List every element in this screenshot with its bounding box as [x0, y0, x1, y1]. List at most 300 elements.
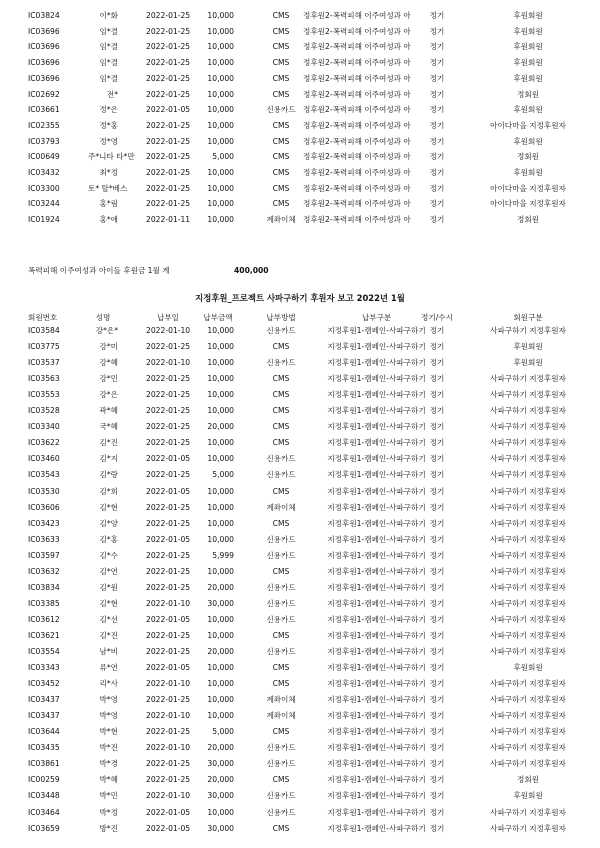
cell-date: 2022-01-25	[146, 73, 191, 83]
cell-member-type: 정회원	[516, 775, 539, 785]
cell-method: CMS	[272, 438, 290, 448]
cell-method: CMS	[272, 342, 290, 352]
cell-member-id: IC03432	[28, 168, 60, 177]
cell-date: 2022-01-25	[146, 342, 191, 352]
cell-member-id: IC03385	[28, 598, 60, 608]
cell-name: 박*진	[99, 743, 118, 753]
cell-date: 2022-01-05	[146, 823, 191, 833]
cell-amount: 5,999	[212, 550, 234, 560]
table-row	[0, 724, 600, 739]
table-row	[0, 8, 600, 23]
cell-type: 지정후원1-캠페인-사파구하기	[327, 374, 426, 384]
cell-name: 정*은	[99, 105, 118, 115]
cell-type: 지정후원1-캠페인-사파구하기	[327, 534, 426, 544]
cell-type: 지정후원1-캠페인-사파구하기	[327, 566, 426, 576]
cell-name: 박*경	[99, 759, 118, 769]
cell-member-id: IC03597	[28, 550, 60, 560]
cell-member-type: 후원회원	[513, 11, 543, 20]
cell-member-type: 후원회원	[513, 105, 543, 115]
cell-name: 리*사	[99, 679, 118, 689]
cell-amount: 10,000	[207, 11, 234, 20]
cell-member-id: IC02355	[28, 120, 60, 130]
cell-member-id: IC03644	[28, 727, 60, 737]
cell-regular: 정기	[429, 502, 445, 512]
cell-member-type: 사파구하기 지정후원자	[490, 759, 566, 769]
cell-regular: 정기	[429, 486, 445, 496]
cell-date: 2022-01-05	[146, 663, 191, 673]
cell-regular: 정기	[429, 374, 445, 384]
cell-regular: 정기	[429, 105, 445, 115]
cell-type: 정후원2-폭력피해 이주여성과 아	[303, 136, 411, 146]
table-row	[0, 484, 600, 499]
cell-date: 2022-01-05	[146, 105, 191, 115]
cell-regular: 정기	[429, 183, 445, 193]
cell-member-id: IC02692	[28, 89, 60, 99]
cell-regular: 정기	[429, 647, 445, 656]
cell-amount: 10,000	[207, 358, 234, 368]
cell-regular: 정기	[429, 136, 445, 146]
cell-member-type: 정회원	[516, 152, 539, 162]
header-regular: 정기/수시	[421, 313, 453, 322]
cell-member-type: 사파구하기 지정후원자	[490, 454, 566, 464]
table-row	[0, 39, 600, 54]
cell-date: 2022-01-25	[146, 438, 191, 448]
cell-name: 곽*혜	[99, 406, 118, 416]
cell-method: CMS	[272, 406, 290, 416]
cell-regular: 정기	[429, 775, 445, 785]
table-row	[0, 387, 600, 402]
cell-date: 2022-01-10	[146, 711, 191, 721]
cell-member-id: IC03437	[28, 695, 60, 705]
cell-type: 정후원2-폭력피해 이주여성과 아	[303, 73, 411, 83]
cell-method: 신용카드	[266, 759, 296, 769]
cell-amount: 5,000	[212, 152, 234, 162]
table-row	[0, 821, 600, 836]
cell-amount: 10,000	[207, 438, 234, 448]
cell-amount: 10,000	[207, 215, 234, 225]
cell-type: 지정후원1-캠페인-사파구하기	[327, 663, 426, 673]
cell-method: 계좌이체	[266, 711, 296, 721]
cell-regular: 정기	[429, 11, 445, 20]
cell-regular: 정기	[429, 89, 445, 99]
cell-member-id: IC03775	[28, 342, 60, 352]
cell-date: 2022-01-25	[146, 566, 191, 576]
cell-name: 방*진	[99, 823, 118, 833]
cell-type: 지정후원1-캠페인-사파구하기	[327, 823, 426, 833]
cell-name: 박*정	[99, 807, 118, 817]
cell-type: 지정후원1-캠페인-사파구하기	[327, 470, 426, 480]
table-row	[0, 740, 600, 755]
cell-type: 지정후원1-캠페인-사파구하기	[327, 358, 426, 368]
cell-date: 2022-01-25	[146, 727, 191, 737]
cell-member-id: IC03448	[28, 791, 60, 801]
cell-amount: 10,000	[207, 614, 234, 624]
header-method: 납부방법	[266, 313, 296, 322]
table-row	[0, 149, 600, 164]
cell-type: 정후원2-폭력피해 이주여성과 아	[303, 183, 411, 193]
cell-regular: 정기	[429, 152, 445, 162]
cell-date: 2022-01-25	[146, 58, 191, 68]
total-amount: 400,000	[234, 266, 269, 275]
cell-method: CMS	[272, 390, 290, 400]
cell-date: 2022-01-25	[146, 120, 191, 130]
cell-method: CMS	[272, 26, 290, 36]
cell-member-type: 사파구하기 지정후원자	[490, 630, 566, 640]
table-row	[0, 87, 600, 102]
cell-type: 지정후원1-캠페인-사파구하기	[327, 390, 426, 400]
cell-name: 박*민	[99, 791, 118, 801]
cell-method: 신용카드	[266, 470, 296, 480]
cell-name: 김*현	[99, 598, 118, 608]
cell-regular: 정기	[429, 663, 445, 673]
cell-member-type: 정회원	[516, 215, 539, 225]
table-row	[0, 708, 600, 723]
cell-member-type: 사파구하기 지정후원자	[490, 582, 566, 592]
cell-regular: 정기	[429, 58, 445, 68]
table-row	[0, 403, 600, 418]
cell-method: 계좌이체	[266, 695, 296, 705]
table-row	[0, 181, 600, 196]
cell-amount: 10,000	[207, 695, 234, 705]
cell-member-type: 사파구하기 지정후원자	[490, 438, 566, 448]
cell-type: 정후원2-폭력피해 이주여성과 아	[303, 168, 411, 177]
cell-member-type: 사파구하기 지정후원자	[490, 807, 566, 817]
cell-name: 이*화	[99, 11, 118, 20]
cell-date: 2022-01-05	[146, 614, 191, 624]
cell-member-type: 아이다마을 지정후원자	[490, 183, 566, 193]
cell-method: 계좌이체	[266, 215, 296, 225]
cell-regular: 정기	[429, 390, 445, 400]
cell-type: 지정후원1-캠페인-사파구하기	[327, 438, 426, 448]
cell-member-id: IC03464	[28, 807, 60, 817]
cell-name: 남*비	[99, 647, 118, 656]
cell-method: 신용카드	[266, 326, 296, 335]
table-row	[0, 772, 600, 787]
cell-amount: 10,000	[207, 454, 234, 464]
cell-date: 2022-01-25	[146, 136, 191, 146]
cell-member-type: 아이다마을 지정후원자	[490, 120, 566, 130]
cell-method: CMS	[272, 823, 290, 833]
cell-member-id: IC03537	[28, 358, 60, 368]
table-row	[0, 419, 600, 434]
cell-method: CMS	[272, 89, 290, 99]
cell-method: CMS	[272, 630, 290, 640]
cell-method: CMS	[272, 168, 290, 177]
cell-method: 신용카드	[266, 550, 296, 560]
cell-date: 2022-01-10	[146, 743, 191, 753]
cell-regular: 정기	[429, 759, 445, 769]
cell-method: 신용카드	[266, 105, 296, 115]
cell-amount: 10,000	[207, 534, 234, 544]
cell-method: 신용카드	[266, 454, 296, 464]
table-row	[0, 564, 600, 579]
cell-amount: 10,000	[207, 390, 234, 400]
cell-date: 2022-01-25	[146, 89, 191, 99]
cell-member-type: 후원회원	[513, 791, 543, 801]
table-row	[0, 355, 600, 370]
cell-name: 국*혜	[99, 422, 118, 432]
header-amount: 납부금액	[203, 313, 233, 322]
cell-regular: 정기	[429, 73, 445, 83]
cell-date: 2022-01-25	[146, 630, 191, 640]
cell-date: 2022-01-10	[146, 791, 191, 801]
cell-method: 신용카드	[266, 647, 296, 656]
cell-name: 김*양	[99, 518, 118, 528]
cell-type: 지정후원1-캠페인-사파구하기	[327, 679, 426, 689]
cell-member-id: IC03696	[28, 58, 60, 68]
cell-type: 정후원2-폭력피해 이주여성과 아	[303, 58, 411, 68]
cell-method: CMS	[272, 775, 290, 785]
cell-name: 김*희	[99, 486, 118, 496]
cell-name: 김*홍	[99, 534, 118, 544]
cell-type: 정후원2-폭력피해 이주여성과 아	[303, 120, 411, 130]
cell-member-id: IC03530	[28, 486, 60, 496]
cell-type: 지정후원1-캠페인-사파구하기	[327, 486, 426, 496]
cell-name: 홍*애	[99, 215, 118, 225]
cell-amount: 10,000	[207, 630, 234, 640]
cell-member-id: IC03452	[28, 679, 60, 689]
cell-type: 지정후원1-캠페인-사파구하기	[327, 614, 426, 624]
table-row	[0, 516, 600, 531]
cell-member-type: 사파구하기 지정후원자	[490, 406, 566, 416]
cell-method: 계좌이체	[266, 502, 296, 512]
cell-name: 김*원	[99, 582, 118, 592]
cell-method: CMS	[272, 518, 290, 528]
cell-method: 신용카드	[266, 743, 296, 753]
cell-method: CMS	[272, 422, 290, 432]
cell-name: 김*랑	[99, 470, 118, 480]
cell-member-id: IC01924	[28, 215, 60, 225]
cell-method: 신용카드	[266, 614, 296, 624]
cell-method: CMS	[272, 42, 290, 52]
cell-name: 정*홍	[99, 120, 118, 130]
cell-type: 지정후원1-캠페인-사파구하기	[327, 630, 426, 640]
table-row	[0, 339, 600, 354]
cell-type: 정후원2-폭력피해 이주여성과 아	[303, 89, 411, 99]
cell-method: CMS	[272, 486, 290, 496]
cell-type: 정후원2-폭력피해 이주여성과 아	[303, 26, 411, 36]
cell-member-type: 후원회원	[513, 342, 543, 352]
cell-name: 김*진	[99, 438, 118, 448]
cell-member-type: 사파구하기 지정후원자	[490, 374, 566, 384]
cell-type: 지정후원1-캠페인-사파구하기	[327, 775, 426, 785]
cell-name: 박*영	[99, 695, 118, 705]
cell-regular: 정기	[429, 438, 445, 448]
cell-name: 홍*림	[99, 199, 118, 209]
cell-amount: 20,000	[207, 582, 234, 592]
cell-type: 지정후원1-캠페인-사파구하기	[327, 791, 426, 801]
table-row	[0, 628, 600, 643]
section-2-title: 지정후원_프로젝트 사파구하기 후원자 보고 2022년 1월	[195, 293, 405, 303]
cell-member-id: IC03861	[28, 759, 60, 769]
table-row	[0, 467, 600, 482]
cell-name: 임*결	[99, 42, 118, 52]
cell-name: 류*연	[99, 663, 118, 673]
cell-name: 김*지	[99, 454, 118, 464]
cell-member-id: IC03584	[28, 326, 60, 335]
cell-regular: 정기	[429, 711, 445, 721]
cell-member-type: 사파구하기 지정후원자	[490, 614, 566, 624]
cell-member-id: IC03554	[28, 647, 60, 656]
header-date: 납부일	[156, 313, 179, 322]
cell-date: 2022-01-25	[146, 26, 191, 36]
cell-type: 지정후원1-캠페인-사파구하기	[327, 422, 426, 432]
cell-date: 2022-01-05	[146, 534, 191, 544]
cell-amount: 10,000	[207, 42, 234, 52]
cell-amount: 10,000	[207, 374, 234, 384]
cell-member-type: 후원회원	[513, 26, 543, 36]
cell-regular: 정기	[429, 326, 445, 335]
cell-amount: 5,000	[212, 470, 234, 480]
cell-method: CMS	[272, 152, 290, 162]
cell-member-id: IC00259	[28, 775, 60, 785]
cell-member-type: 사파구하기 지정후원자	[490, 518, 566, 528]
cell-member-type: 사파구하기 지정후원자	[490, 743, 566, 753]
table-row	[0, 612, 600, 627]
cell-method: CMS	[272, 679, 290, 689]
cell-date: 2022-01-25	[146, 582, 191, 592]
cell-amount: 10,000	[207, 89, 234, 99]
cell-member-id: IC03696	[28, 42, 60, 52]
cell-date: 2022-01-25	[146, 775, 191, 785]
cell-date: 2022-01-11	[146, 215, 191, 225]
cell-amount: 10,000	[207, 502, 234, 512]
cell-amount: 10,000	[207, 326, 234, 335]
cell-member-id: IC03340	[28, 422, 60, 432]
cell-member-type: 사파구하기 지정후원자	[490, 326, 566, 335]
cell-member-id: IC03343	[28, 663, 60, 673]
cell-name: 정*영	[99, 136, 118, 146]
cell-amount: 10,000	[207, 136, 234, 146]
cell-member-type: 후원회원	[513, 168, 543, 177]
cell-name: 김*현	[99, 502, 118, 512]
cell-regular: 정기	[429, 807, 445, 817]
cell-method: 신용카드	[266, 791, 296, 801]
cell-member-id: IC03437	[28, 711, 60, 721]
cell-member-id: IC03696	[28, 26, 60, 36]
header-member-type: 회원구분	[513, 313, 543, 322]
table-row	[0, 805, 600, 820]
section-1-total-row	[28, 263, 588, 278]
table-row	[0, 323, 600, 338]
cell-member-type: 후원회원	[513, 663, 543, 673]
cell-regular: 정기	[429, 470, 445, 480]
cell-method: CMS	[272, 58, 290, 68]
table-row	[0, 371, 600, 386]
cell-amount: 10,000	[207, 168, 234, 177]
cell-date: 2022-01-25	[146, 168, 191, 177]
cell-amount: 30,000	[207, 759, 234, 769]
cell-amount: 10,000	[207, 73, 234, 83]
cell-member-id: IC03563	[28, 374, 60, 384]
cell-method: CMS	[272, 120, 290, 130]
cell-member-id: IC03528	[28, 406, 60, 416]
table-row	[0, 548, 600, 563]
cell-method: 신용카드	[266, 807, 296, 817]
cell-regular: 정기	[429, 695, 445, 705]
cell-regular: 정기	[429, 422, 445, 432]
table-row	[0, 596, 600, 611]
cell-member-type: 후원회원	[513, 58, 543, 68]
cell-regular: 정기	[429, 823, 445, 833]
table-row	[0, 134, 600, 149]
table-row	[0, 692, 600, 707]
table-row	[0, 676, 600, 691]
cell-name: 강*미	[99, 342, 118, 352]
cell-regular: 정기	[429, 120, 445, 130]
cell-type: 정후원2-폭력피해 이주여성과 아	[303, 42, 411, 52]
cell-member-type: 후원회원	[513, 73, 543, 83]
cell-type: 지정후원1-캠페인-사파구하기	[327, 550, 426, 560]
header-member-id: 회원번호	[28, 313, 58, 322]
cell-amount: 10,000	[207, 807, 234, 817]
cell-name: 김*진	[99, 630, 118, 640]
cell-member-id: IC03633	[28, 534, 60, 544]
cell-amount: 30,000	[207, 791, 234, 801]
cell-date: 2022-01-25	[146, 502, 191, 512]
cell-method: 신용카드	[266, 598, 296, 608]
table-row	[0, 788, 600, 803]
cell-amount: 10,000	[207, 105, 234, 115]
cell-date: 2022-01-25	[146, 152, 191, 162]
cell-member-type: 사파구하기 지정후원자	[490, 390, 566, 400]
cell-date: 2022-01-25	[146, 470, 191, 480]
cell-member-id: IC00649	[28, 152, 60, 162]
cell-name: 강*은*	[95, 326, 118, 335]
cell-regular: 정기	[429, 26, 445, 36]
cell-member-type: 사파구하기 지정후원자	[490, 598, 566, 608]
cell-method: 신용카드	[266, 534, 296, 544]
cell-date: 2022-01-25	[146, 390, 191, 400]
cell-type: 정후원2-폭력피해 이주여성과 아	[303, 215, 411, 225]
cell-amount: 10,000	[207, 26, 234, 36]
cell-method: 신용카드	[266, 358, 296, 368]
cell-date: 2022-01-25	[146, 11, 191, 20]
cell-member-id: IC03824	[28, 11, 60, 20]
cell-name: 강*혜	[99, 358, 118, 368]
cell-type: 지정후원1-캠페인-사파구하기	[327, 342, 426, 352]
cell-amount: 10,000	[207, 58, 234, 68]
cell-type: 정후원2-폭력피해 이주여성과 아	[303, 199, 411, 209]
cell-type: 지정후원1-캠페인-사파구하기	[327, 727, 426, 737]
cell-member-type: 후원회원	[513, 42, 543, 52]
cell-member-id: IC03659	[28, 823, 60, 833]
cell-amount: 10,000	[207, 711, 234, 721]
cell-member-type: 사파구하기 지정후원자	[490, 695, 566, 705]
cell-name: 김*수	[99, 550, 118, 560]
cell-member-type: 사파구하기 지정후원자	[490, 486, 566, 496]
cell-member-type: 사파구하기 지정후원자	[490, 470, 566, 480]
cell-type: 지정후원1-캠페인-사파구하기	[327, 598, 426, 608]
cell-method: CMS	[272, 374, 290, 384]
table-row	[0, 71, 600, 86]
cell-regular: 정기	[429, 518, 445, 528]
cell-method: CMS	[272, 727, 290, 737]
cell-date: 2022-01-05	[146, 454, 191, 464]
cell-type: 지정후원1-캠페인-사파구하기	[327, 518, 426, 528]
cell-member-type: 사파구하기 지정후원자	[490, 711, 566, 721]
cell-member-type: 사파구하기 지정후원자	[490, 550, 566, 560]
cell-member-id: IC03244	[28, 199, 60, 209]
cell-regular: 정기	[429, 743, 445, 753]
cell-type: 지정후원1-캠페인-사파구하기	[327, 326, 426, 335]
cell-type: 정후원2-폭력피해 이주여성과 아	[303, 152, 411, 162]
cell-member-id: IC03612	[28, 614, 60, 624]
cell-amount: 20,000	[207, 743, 234, 753]
cell-method: CMS	[272, 566, 290, 576]
cell-member-type: 후원회원	[513, 358, 543, 368]
table-row	[0, 118, 600, 133]
